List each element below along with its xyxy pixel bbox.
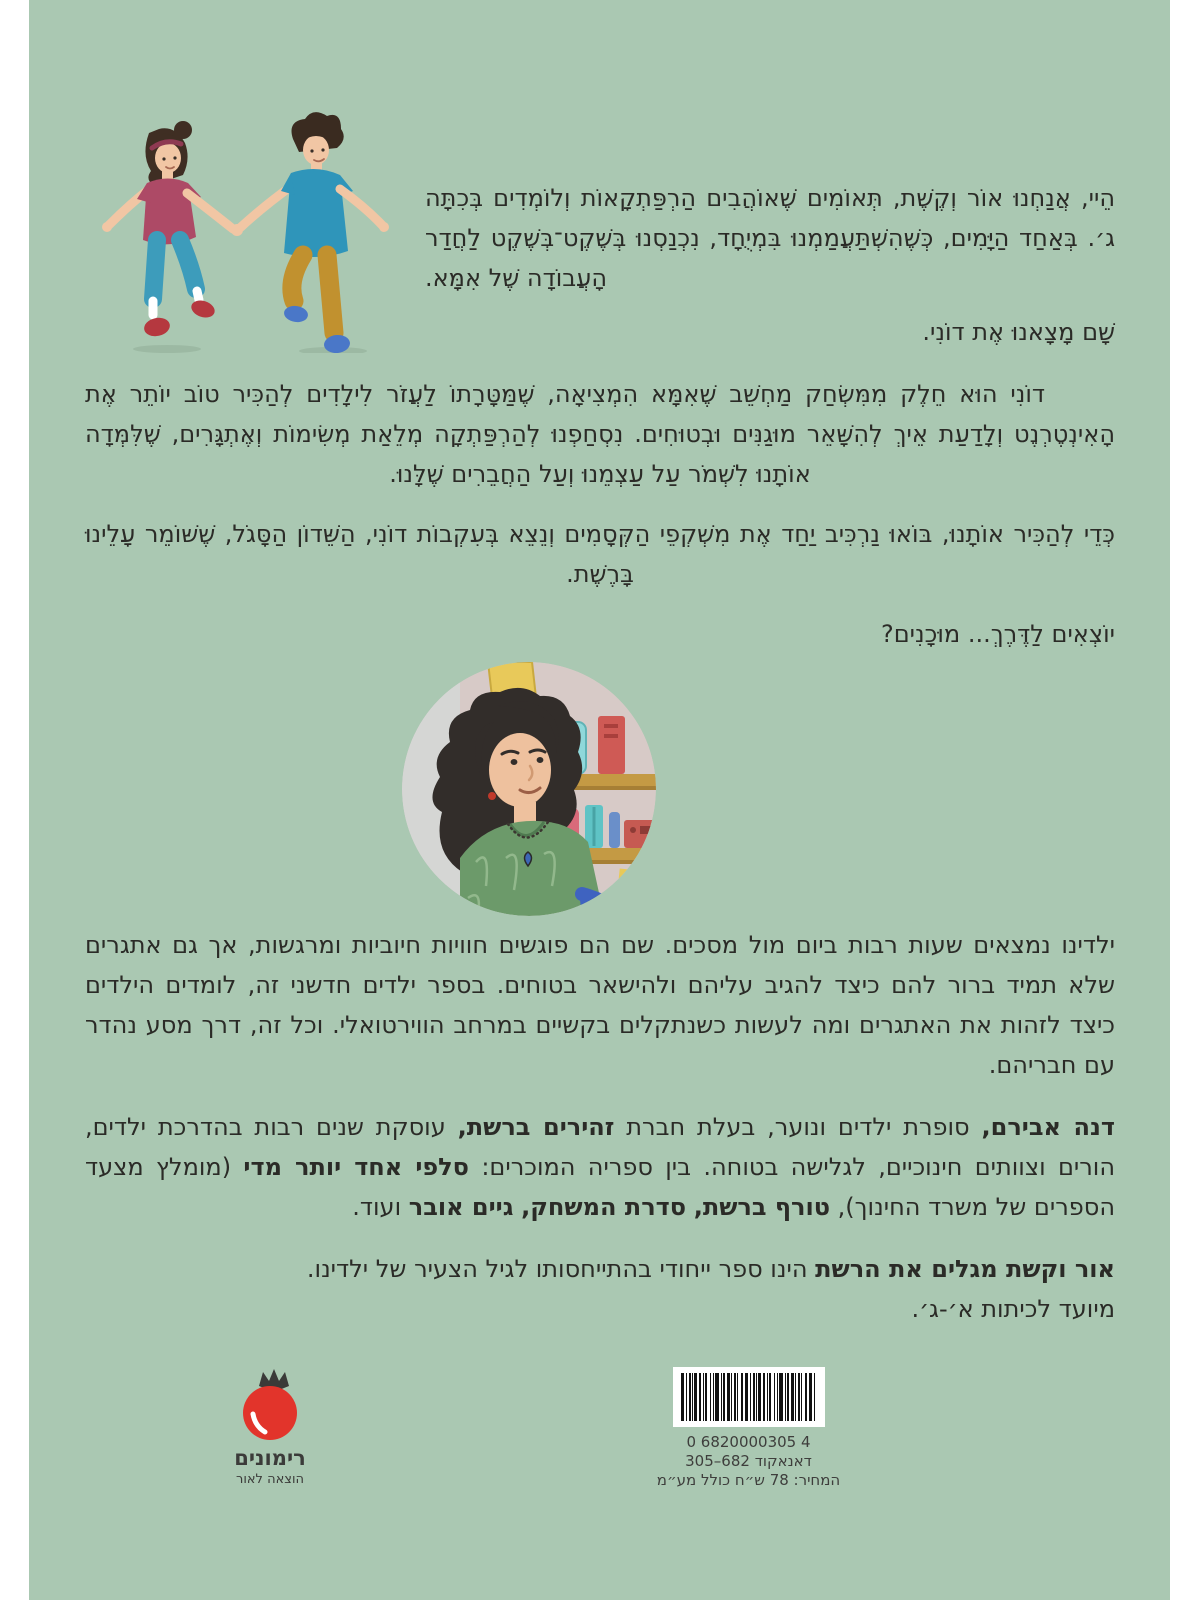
twins-running-drawing	[85, 103, 415, 353]
story-section	[85, 0, 1115, 654]
story-paragraph-3: דוֹנִי הוּא חֵלֶק מִמִּשְׂחַק מַחְשֵׁב שֶׁאִמָּא הִמְצִיאָה, שֶׁמַּטָּרָתוֹ לַעֲזֹר לִילָדִים לְהַכִּיר טוֹב יוֹתֵר אֶת הָאִינְטֶרְנֶט וְלָדַעַת אֵיךְ לְהִשָּׁאֵר מוּגַנִּים וּבְטוּחִים. נִסְחַפְנוּ לְהַרְפַּתְקָה מְלֵאַת מְשִׂימוֹת וְאֶתְגָּרִים, שֶׁלִּמְּדָה אוֹתָנוּ לִשְׁמֹר עַל עַצְמֵנוּ וְעַל הַחֲבֵרִים שֶׁלָּנוּ.	[85, 380, 1115, 488]
story-paragraph-4: כְּדֵי לְהַכִּיר אוֹתָנוּ, בּוֹאוּ נַרְכִּיב יַחַד אֶת מִשְׁקְפֵי הַקְּסָמִים וְנֵצֵא בְּעִקְבוֹת דוֹנִי, הַשֵּׁדוֹן הַסָּגֹל, שֶׁשּׁוֹמֵר עָלֵינוּ בָּרֶשֶׁת.	[85, 520, 1115, 588]
price-label: המחיר: 78 ש״ח כולל מע״מ	[656, 1471, 841, 1489]
mom-portrait-illustration	[402, 662, 656, 916]
girl-figure	[102, 121, 233, 339]
barcode-block	[641, 1367, 856, 1490]
publisher-tagline: הוצאה לאור	[235, 1472, 305, 1487]
mom-portrait-drawing	[402, 662, 656, 916]
book-note: אור וקשת מגלים את הרשת הינו ספר ייחודי בהתייחסותו לגיל הצעיר של ילדינו.	[306, 1255, 1115, 1283]
book-note-grade-range: מיועד לכיתות א׳-ג׳.	[911, 1295, 1115, 1323]
story-paragraph-5: יוֹצְאִים לַדֶּרֶךְ... מוּכָנִים?	[881, 620, 1115, 648]
story-paragraph-1: הֵיי, אֲנַחְנוּ אוֹר וְקֶשֶׁת, תְּאוֹמִים שֶׁאוֹהֲבִים הַרְפַּתְקָאוֹת וְלוֹמְדִים בְּכִתָּה ג׳. בְּאַחַד הַיָּמִים, כְּשֶׁהִשְׁתַּעֲמַמְנוּ בִּמְיֻחָד, נִכְנַסְנוּ בְּשֶׁקֶט־בְּשֶׁקֶט לַחֲדַר הָעֲבוֹדָה שֶׁל אִמָּא.	[425, 184, 1115, 292]
publisher-name: רימונים	[234, 1446, 306, 1470]
story-paragraph-2: שָׁם מָצָאנוּ אֶת דוֹנִי.	[922, 318, 1115, 346]
barcode-image	[673, 1367, 825, 1427]
author-bio: דנה אבירם, סופרת ילדים ונוער, בעלת חברת זהירים ברשת, עוסקת שנים רבות בהדרכת ילדים, הורים וצוותים חינוכיים, לגלישה בטוחה. בין ספריה המוכרים: סלפי אחד יותר מדי (מומלץ מצעד הספרים של משרד החינוך), טורף ברשת, סדרת המשחק, גיים אובר ועוד.	[85, 1113, 1116, 1221]
barcode-number: 0 6820000305 4	[686, 1433, 811, 1451]
danacode-label: דאנאקוד 682–305	[685, 1452, 812, 1470]
blurb-section	[85, 925, 1115, 1329]
barcode-bars	[681, 1373, 817, 1421]
twins-running-illustration	[85, 0, 415, 360]
blurb-paragraph: ילדינו נמצאים שעות רבות ביום מול מסכים. שם הם פוגשים חוויות חיוביות ומרגשות, אך גם אתגרים שלא תמיד ברור להם כיצד להגיב עליהם ולהישאר בטוחים. בספר ילדים חדשני זה, לומדים הילדים כיצד לזהות את האתגרים ומה לעשות כשנתקלים בקשיים במרחב הווירטואלי. וכל זה, דרך מסע נהדר עם חבריהם.	[85, 931, 1115, 1079]
publisher-logo	[210, 1368, 330, 1488]
book-back-cover	[29, 0, 1170, 1600]
pomegranate-icon	[241, 1368, 299, 1442]
boy-figure	[231, 112, 389, 353]
